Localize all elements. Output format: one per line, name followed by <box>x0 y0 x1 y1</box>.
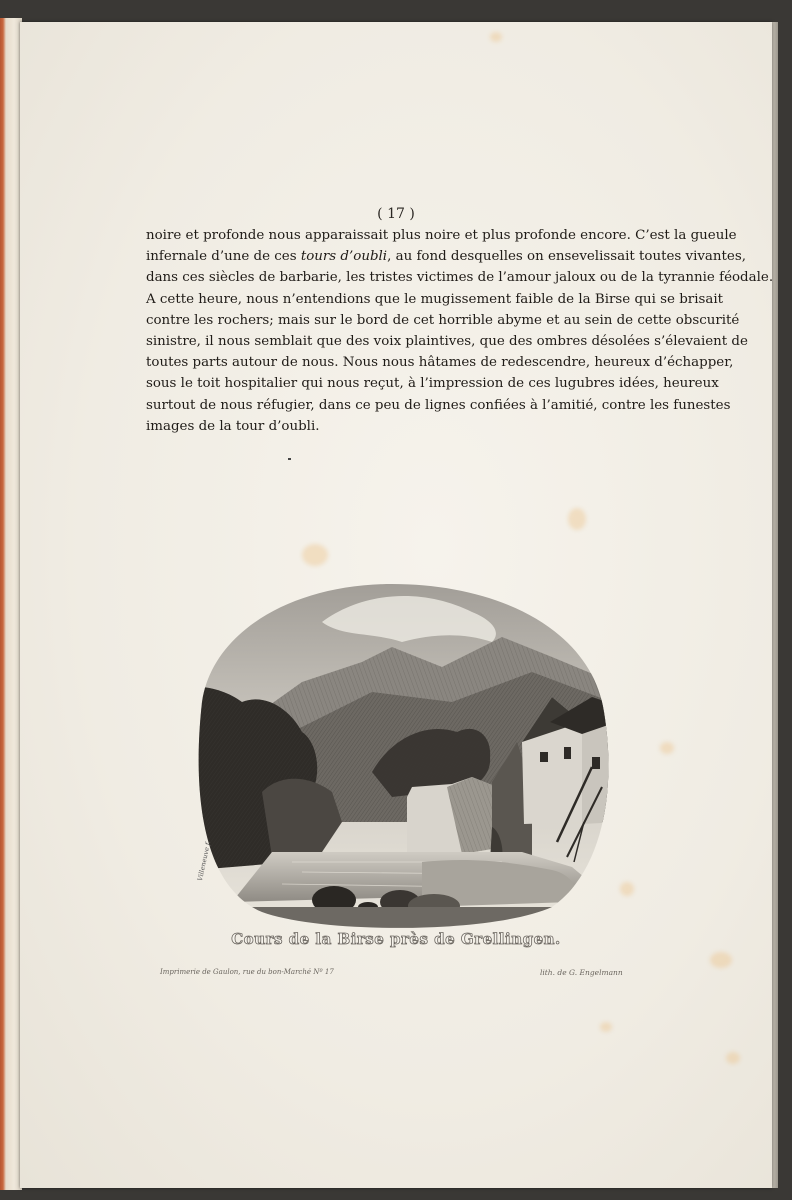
foxing-spot <box>568 508 586 530</box>
foxing-spot <box>710 952 732 968</box>
foxing-spot <box>726 1052 740 1064</box>
body-text <box>146 225 774 437</box>
text-line: toutes parts autour de nous. Nous nous hâtames de redescendre, heureux d’échapper, <box>146 355 734 371</box>
text-line: infernale d’une de ces tours d’oubli, au fond desquelles on ensevelissait toutes vivantes, <box>146 249 746 265</box>
text-line: images de la tour d’oubli. <box>146 418 320 434</box>
lithographer-imprint: lith. de G. Engelmann <box>540 968 623 977</box>
foxing-spot <box>600 1022 612 1032</box>
text-line: dans ces siècles de barbarie, les tristes victimes de l’amour jaloux ou de la tyrannie féodale. <box>146 270 774 286</box>
text-line: sous le toit hospitalier qui nous reçut, à l’impression de ces lugubres idées, heureux <box>146 376 719 392</box>
artist-signature: Villeneuve f. <box>196 840 213 882</box>
page-number: ( 17 ) <box>377 206 415 222</box>
printer-imprint: Imprimerie de Gaulon, rue du bon-Marché Nº 17 <box>160 968 334 976</box>
plate-caption: Cours de la Birse près de Grellingen. <box>231 930 561 948</box>
foxing-spot <box>490 32 502 42</box>
text-line: sinistre, il nous semblait que des voix plaintives, que des ombres désolées s’élevaient de <box>146 334 748 350</box>
book-spine-edge <box>0 18 22 1190</box>
foxing-spot <box>620 882 634 896</box>
text-line: noire et profonde nous apparaissait plus noire et plus profonde encore. C’est la gueule <box>146 228 737 243</box>
stray-mark <box>288 458 291 460</box>
landscape-engraving <box>172 562 610 932</box>
text-line: contre les rochers; mais sur le bord de cet horrible abyme et au sein de cette obscurité <box>146 312 740 328</box>
foxing-spot <box>660 742 674 754</box>
text-line: surtout de nous réfugier, dans ce peu de lignes confiées à l’amitié, contre les funestes <box>146 397 731 413</box>
text-line: A cette heure, nous n’entendions que le mugissement faible de la Birse qui se brisait <box>146 291 724 307</box>
book-page <box>20 22 772 1188</box>
italic-phrase: tours d’oubli <box>300 249 388 265</box>
